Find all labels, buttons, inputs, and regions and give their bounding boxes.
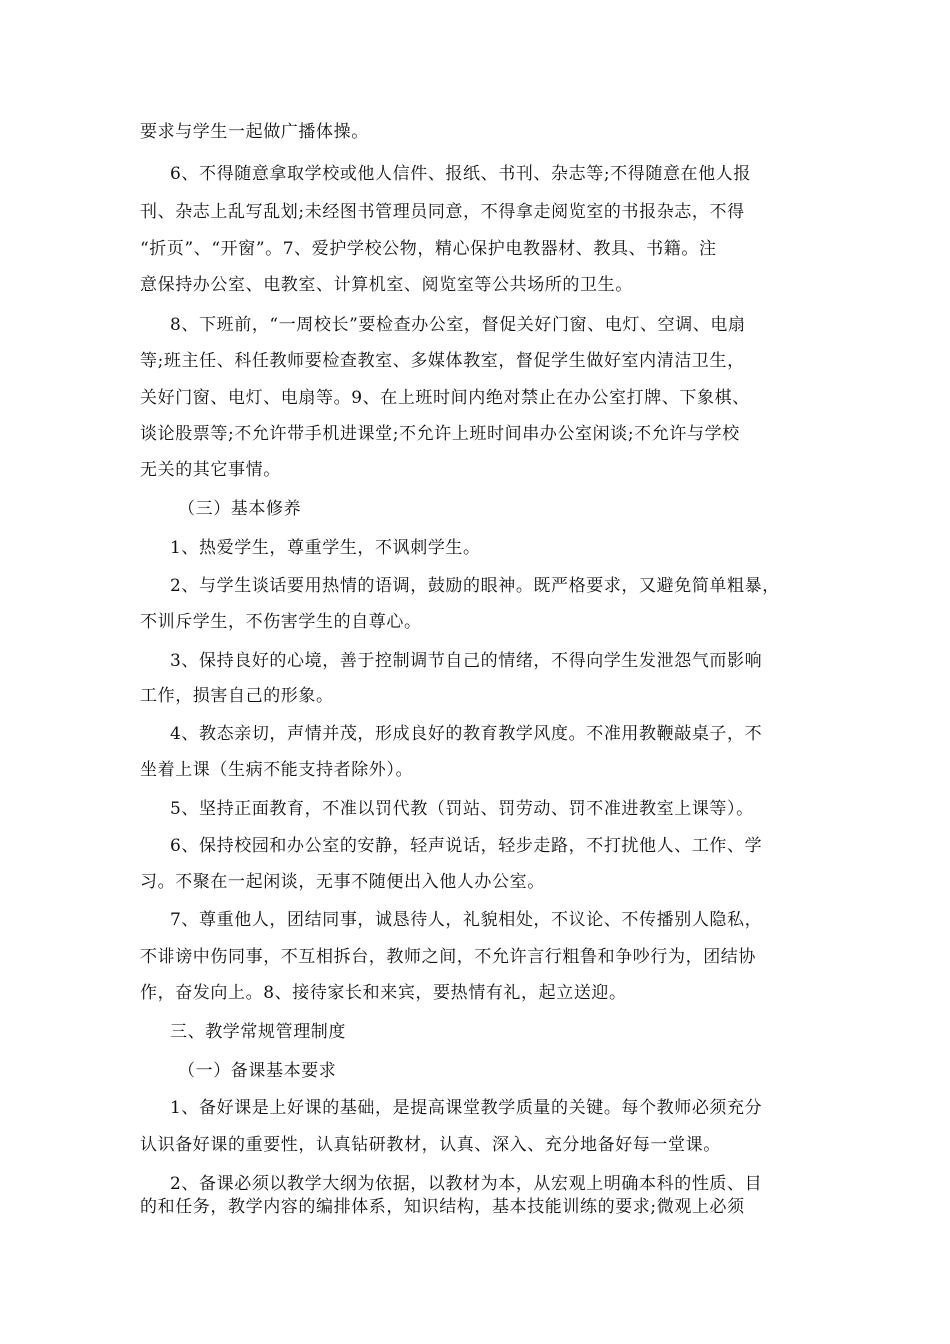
- text-line: 6、保持校园和办公室的安静，轻声说话，轻步走路，不打扰他人、工作、学: [170, 836, 763, 856]
- text-line: 4、教态亲切，声情并茂，形成良好的教育教学风度。不准用教鞭敲桌子，不: [170, 724, 763, 744]
- section-heading: （一）备课基本要求: [178, 1061, 337, 1081]
- text-line: 无关的其它事情。: [140, 460, 281, 480]
- text-line: 习。不聚在一起闲谈，无事不随便出入他人办公室。: [140, 872, 545, 892]
- text-line: 工作，损害自己的形象。: [140, 686, 334, 706]
- text-line: 要求与学生一起做广播体操。: [140, 122, 369, 142]
- text-line: 1、备好课是上好课的基础，是提高课堂教学质量的关键。每个教师必须充分: [170, 1098, 763, 1118]
- text-line: 的和任务，教学内容的编排体系，知识结构，基本技能训练的要求;微观上必须: [140, 1197, 745, 1217]
- text-line: 等;班主任、科任教师要检查教室、多媒体教室，督促学生做好室内清洁卫生，: [140, 351, 745, 371]
- text-line: 意保持办公室、电教室、计算机室、阅览室等公共场所的卫生。: [140, 275, 633, 295]
- text-line: 坐着上课（生病不能支持者除外）。: [140, 760, 414, 780]
- text-line: 认识备好课的重要性，认真钻研教材，认真、深入、充分地备好每一堂课。: [140, 1135, 721, 1155]
- text-line: 2、与学生谈话要用热情的语调，鼓励的眼神。既严格要求，又避免简单粗暴，: [170, 576, 780, 596]
- section-heading: 三、教学常规管理制度: [170, 1022, 346, 1042]
- text-line: 刊、杂志上乱写乱划;未经图书管理员同意，不得拿走阅览室的书报杂志，不得: [140, 202, 745, 222]
- text-line: 作，奋发向上。8、接待家长和来宾，要热情有礼，起立送迎。: [140, 983, 627, 1003]
- text-line: 7、尊重他人，团结同事，诚恳待人，礼貌相处，不议论、不传播别人隐私，: [170, 910, 763, 930]
- text-line: 关好门窗、电灯、电扇等。9、在上班时间内绝对禁止在办公室打牌、下象棋、: [140, 388, 750, 408]
- text-line: 3、保持良好的心境，善于控制调节自己的情绪，不得向学生发泄怨气而影响: [170, 651, 763, 671]
- text-line: 8、下班前，“一周校长”要检查办公室，督促关好门窗、电灯、空调、电扇: [170, 315, 746, 335]
- section-heading: （三）基本修养: [178, 499, 302, 519]
- text-line: 6、不得随意拿取学校或他人信件、报纸、书刊、杂志等;不得随意在他人报: [170, 164, 751, 184]
- text-line: 谈论股票等;不允许带手机进课堂;不允许上班时间串办公室闲谈;不允许与学校: [140, 424, 740, 444]
- text-line: 不诽谤中伤同事，不互相拆台，教师之间，不允许言行粗鲁和争吵行为，团结协: [140, 947, 756, 967]
- text-line: 2、备课必须以教学大纲为依据，以教材为本，从宏观上明确本科的性质、目: [170, 1174, 763, 1194]
- text-line: 5、坚持正面教育，不准以罚代教（罚站、罚劳动、罚不准进教室上课等）。: [170, 799, 754, 819]
- text-line: “折页”、“开窗”。7、爱护学校公物，精心保护电教器材、教具、书籍。注: [140, 239, 717, 259]
- text-line: 不训斥学生，不伤害学生的自尊心。: [140, 612, 422, 632]
- text-line: 1、热爱学生，尊重学生，不讽刺学生。: [170, 538, 481, 558]
